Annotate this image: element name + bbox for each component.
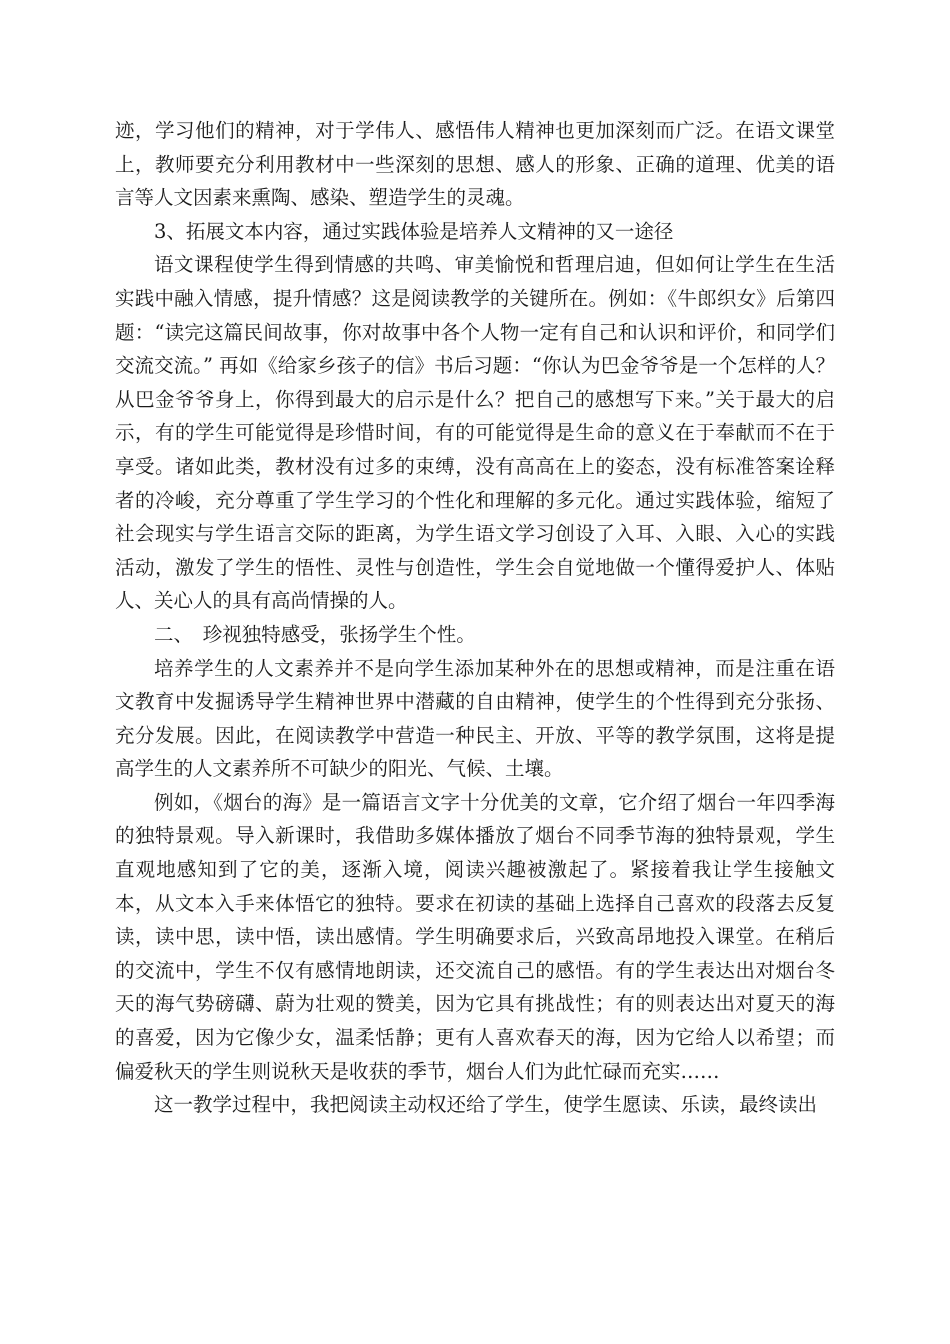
paragraph-teaching-process: 这一教学过程中，我把阅读主动权还给了学生，使学生愿读、乐读，最终读出: [154, 1093, 818, 1117]
paragraph-practice-experience: 语文课程使学生得到情感的共鸣、审美愉悦和哲理启迪，但如何让学生在生活实践中融入情感，提升情感？这是阅读教学的关键所在。例如：《牛郎织女》后第四题：“读完这篇民间故事，你对故事中各个人物一定有自己和认识和评价，和同学们交流交流。” 再如《给家乡孩子的信》书后习题：“你认为巴金爷爷是一个怎样的人？从巴金爷爷身上，你得到最大的启示是什么？把自己的感想写下来。”关于最大的启示，有的学生可能觉得是珍惜时间，有的可能觉得是生命的意义在于奉献而不在于享受。诸如此类，教材没有过多的束缚，没有高高在上的姿态，没有标准答案诠释者的冷峻，充分尊重了学生学习的个性化和理解的多元化。通过实践体验，缩短了社会现实与学生语言交际的距离，为学生语文学习创设了入耳、入眼、入心的实践活动，激发了学生的悟性、灵性与创造性，学生会自觉地做一个懂得爱护人、体贴人、关心人的具有高尚情操的人。: [115, 253, 835, 613]
section-heading-3: 3、拓展文本内容，通过实践体验是培养人文精神的又一途径: [154, 219, 674, 243]
section-heading-two: 二、 珍视独特感受，张扬学生个性。: [154, 622, 476, 646]
paragraph-yantai-sea: 例如，《烟台的海》是一篇语言文字十分优美的文章，它介绍了烟台一年四季海的独特景观。导入新课时，我借助多媒体播放了烟台不同季节海的独特景观，学生直观地感知到了它的美，逐渐入境，阅读兴趣被激起了。紧接着我让学生接触文本，从文本入手来体悟它的独特。要求在初读的基础上选择自己喜欢的段落去反复读，读中思，读中悟，读出感情。学生明确要求后，兴致高昂地投入课堂。在稍后的交流中，学生不仅有感情地朗读，还交流自己的感悟。有的学生表达出对烟台冬天的海气势磅礴、蔚为壮观的赞美，因为它具有挑战性；有的则表达出对夏天的海的喜爱，因为它像少女，温柔恬静；更有人喜欢春天的海，因为它给人以希望；而偏爱秋天的学生则说秋天是收获的季节，烟台人们为此忙碌而充实……: [115, 790, 835, 1083]
document-body: [115, 114, 835, 1122]
paragraph-humanistic-literacy: 培养学生的人文素养并不是向学生添加某种外在的思想或精神，而是注重在语文教育中发掘诱导学生精神世界中潜藏的自由精神，使学生的个性得到充分张扬、充分发展。因此，在阅读教学中营造一种民主、开放、平等的教学氛围，这将是提高学生的人文素养所不可缺少的阳光、气候、土壤。: [115, 656, 835, 781]
paragraph-continuation: 迹，学习他们的精神，对于学伟人、感悟伟人精神也更加深刻而广泛。在语文课堂上，教师要充分利用教材中一些深刻的思想、感人的形象、正确的道理、优美的语言等人文因素来熏陶、感染、塑造学生的灵魂。: [115, 119, 835, 210]
